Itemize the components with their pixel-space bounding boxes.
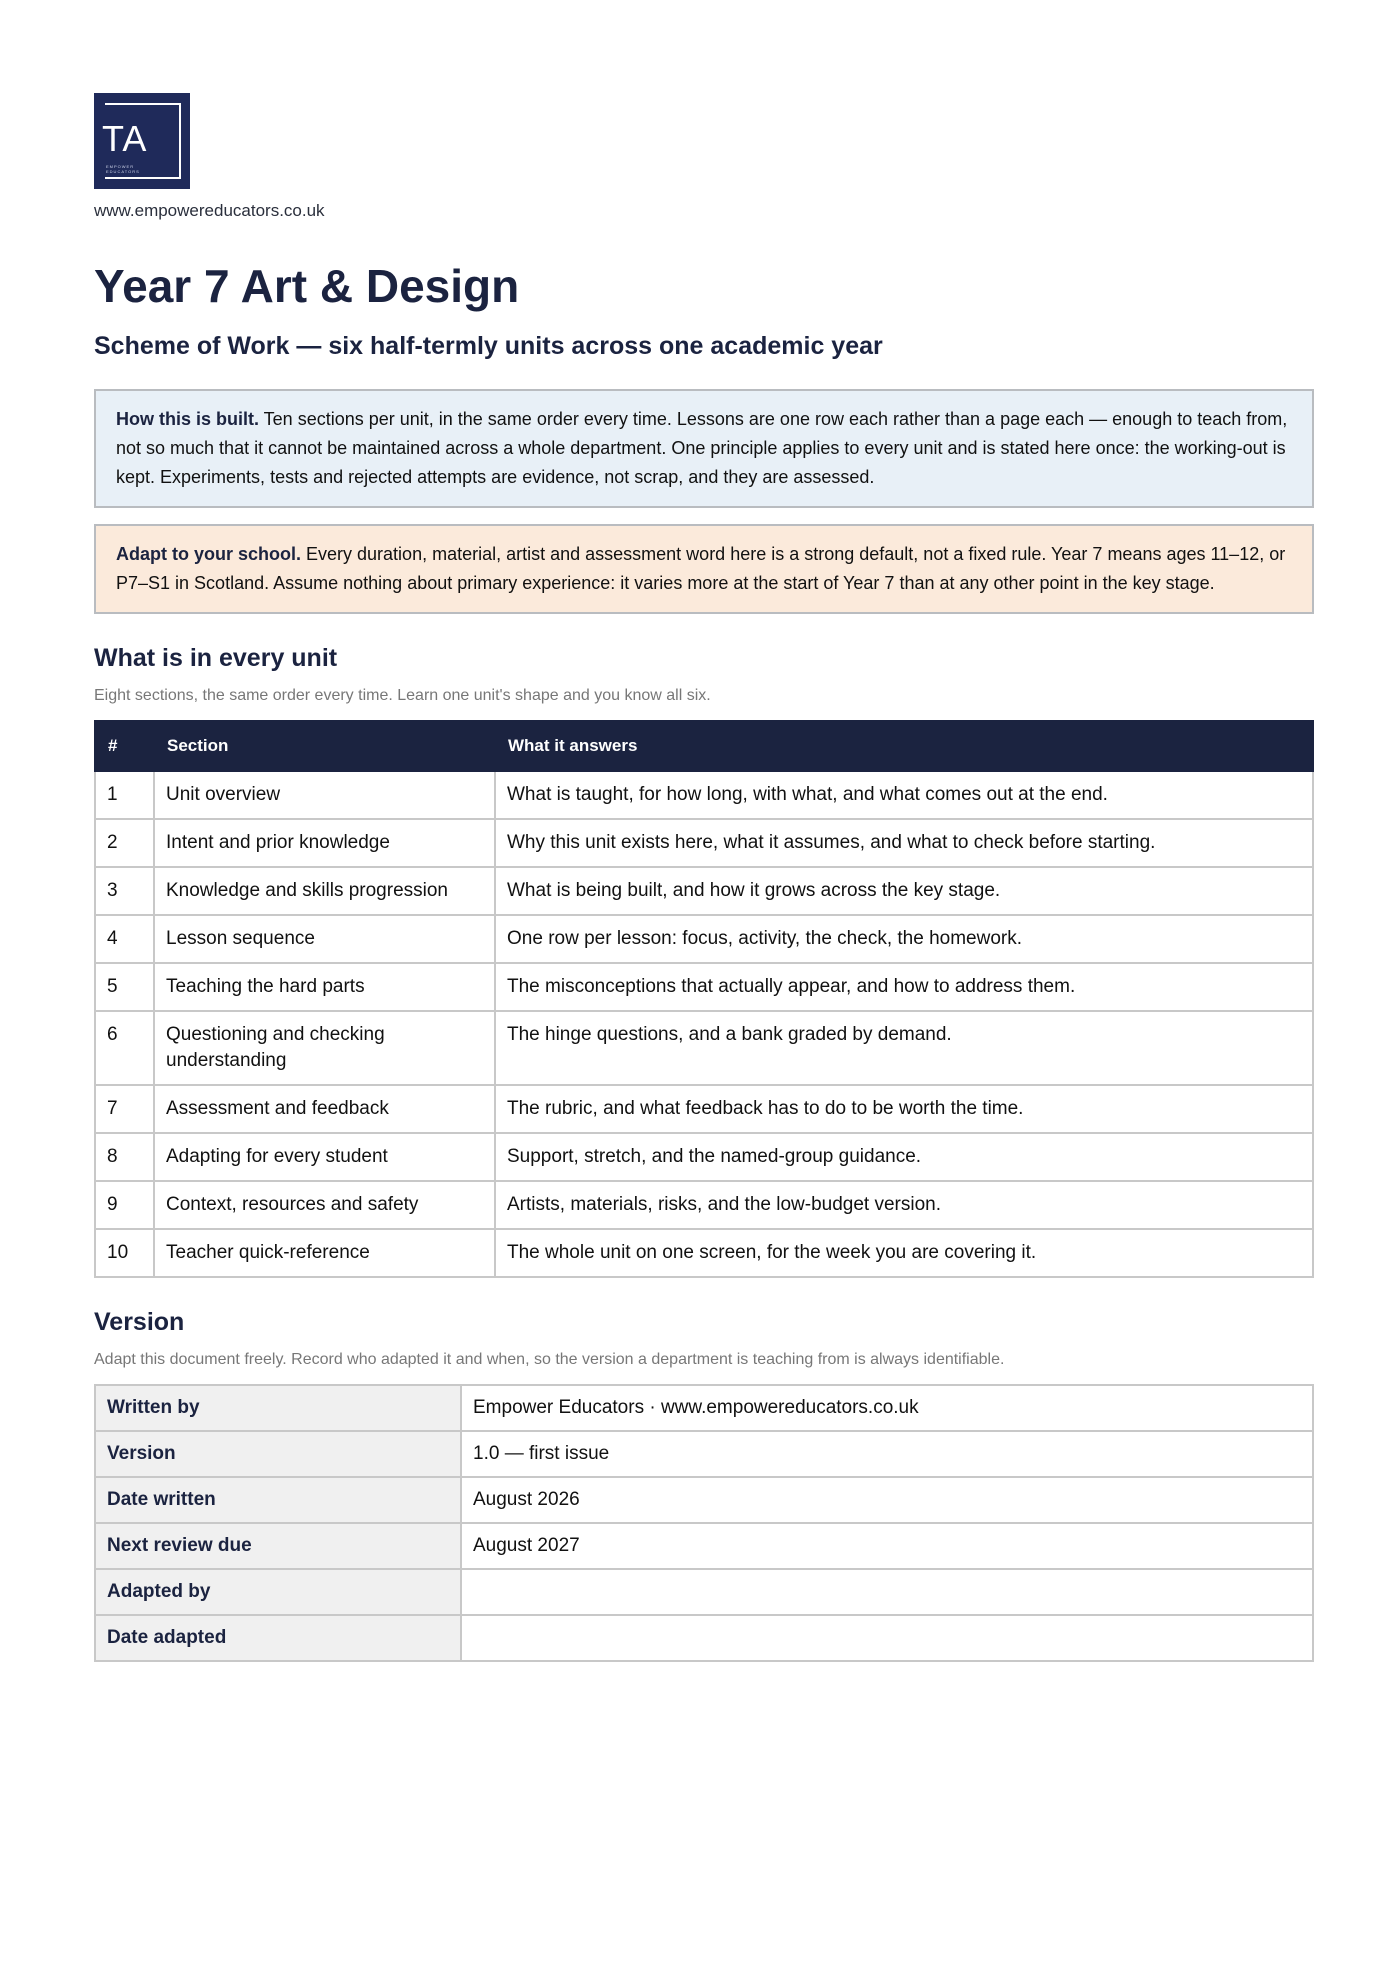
- version-table: [94, 1384, 1314, 1662]
- table-row: [95, 1011, 1313, 1085]
- row-answer: The whole unit on one screen, for the week you are covering it.: [495, 1229, 1313, 1277]
- table-row: [95, 819, 1313, 867]
- version-value: August 2026: [461, 1477, 1313, 1523]
- table-header-row: [95, 721, 1313, 771]
- version-heading: Version: [94, 1307, 185, 1336]
- row-section: Unit overview: [154, 771, 495, 819]
- row-section: Context, resources and safety: [154, 1181, 495, 1229]
- logo-tagline: EMPOWER EDUCATORS: [106, 164, 140, 174]
- page-title: Year 7 Art & Design: [94, 260, 520, 312]
- version-note: Adapt this document freely. Record who adapted it and when, so the version a department is teaching from is always identifiable.: [94, 1350, 1005, 1368]
- column-header-number: #: [95, 721, 154, 771]
- version-value: 1.0 — first issue: [461, 1431, 1313, 1477]
- logo-letters: TA: [102, 118, 148, 159]
- row-number: 1: [95, 771, 154, 819]
- table-row: [95, 915, 1313, 963]
- row-number: 4: [95, 915, 154, 963]
- row-answer: The misconceptions that actually appear, and how to address them.: [495, 963, 1313, 1011]
- empower-educators-logo: [94, 93, 190, 189]
- row-number: 9: [95, 1181, 154, 1229]
- version-value: August 2027: [461, 1523, 1313, 1569]
- table-row: [95, 1181, 1313, 1229]
- version-key: Adapted by: [95, 1569, 461, 1615]
- row-number: 10: [95, 1229, 154, 1277]
- site-url: www.empowereducators.co.uk: [94, 201, 325, 220]
- row-section: Teaching the hard parts: [154, 963, 495, 1011]
- version-key: Date adapted: [95, 1615, 461, 1661]
- table-row: [95, 1569, 1313, 1615]
- row-section: Teacher quick-reference: [154, 1229, 495, 1277]
- units-heading: What is in every unit: [94, 643, 338, 672]
- row-answer: What is taught, for how long, with what, and what comes out at the end.: [495, 771, 1313, 819]
- table-row: [95, 963, 1313, 1011]
- row-number: 2: [95, 819, 154, 867]
- column-header-answers: What it answers: [495, 721, 1313, 771]
- table-row: [95, 1615, 1313, 1661]
- table-row: [95, 1229, 1313, 1277]
- adapted-by-field[interactable]: [461, 1569, 1313, 1615]
- version-key: Version: [95, 1431, 461, 1477]
- row-section: Intent and prior knowledge: [154, 819, 495, 867]
- row-section: Questioning and checking understanding: [154, 1011, 495, 1085]
- callout-text: Ten sections per unit, in the same order every time. Lessons are one row each rather than a page each — enough to teach from, not so much that it cannot be maintained across a whole department. One principle applies to every unit and is stated here once: the working-out is kept. Experiments, tests and rejected attempts are evidence, not scrap, and they are assessed.: [116, 408, 1288, 487]
- table-row: [95, 867, 1313, 915]
- row-number: 3: [95, 867, 154, 915]
- version-key: Written by: [95, 1385, 461, 1431]
- callout-text: Every duration, material, artist and assessment word here is a strong default, not a fixed rule. Year 7 means ages 11–12, or P7–S1 in Scotland. Assume nothing about primary experience: it varies more at the start of Year 7 than at any other point in the key stage.: [116, 543, 1286, 593]
- row-section: Lesson sequence: [154, 915, 495, 963]
- table-row: [95, 1431, 1313, 1477]
- row-answer: Support, stretch, and the named-group guidance.: [495, 1133, 1313, 1181]
- row-number: 8: [95, 1133, 154, 1181]
- document-page: [94, 93, 1314, 1662]
- row-answer: The rubric, and what feedback has to do to be worth the time.: [495, 1085, 1313, 1133]
- row-answer: Artists, materials, risks, and the low-budget version.: [495, 1181, 1313, 1229]
- row-answer: One row per lesson: focus, activity, the check, the homework.: [495, 915, 1313, 963]
- row-answer: Why this unit exists here, what it assumes, and what to check before starting.: [495, 819, 1313, 867]
- units-note: Eight sections, the same order every time. Learn one unit's shape and you know all six.: [94, 686, 711, 704]
- row-number: 5: [95, 963, 154, 1011]
- table-row: [95, 1477, 1313, 1523]
- how-built-callout: [94, 389, 1314, 508]
- row-number: 7: [95, 1085, 154, 1133]
- row-answer: What is being built, and how it grows across the key stage.: [495, 867, 1313, 915]
- callout-lead: Adapt to your school.: [116, 543, 302, 564]
- row-section: Knowledge and skills progression: [154, 867, 495, 915]
- column-header-section: Section: [154, 721, 495, 771]
- version-value: Empower Educators · www.empowereducators.co.uk: [461, 1385, 1313, 1431]
- row-section: Adapting for every student: [154, 1133, 495, 1181]
- table-row: [95, 1133, 1313, 1181]
- adapt-school-callout: [94, 524, 1314, 614]
- row-section: Assessment and feedback: [154, 1085, 495, 1133]
- version-key: Next review due: [95, 1523, 461, 1569]
- unit-sections-table: [94, 720, 1314, 1278]
- callout-lead: How this is built.: [116, 408, 259, 429]
- table-row: [95, 1523, 1313, 1569]
- table-row: [95, 1385, 1313, 1431]
- page-subtitle: Scheme of Work — six half-termly units across one academic year: [94, 331, 883, 360]
- table-row: [95, 1085, 1313, 1133]
- version-key: Date written: [95, 1477, 461, 1523]
- row-answer: The hinge questions, and a bank graded by demand.: [495, 1011, 1313, 1085]
- table-row: [95, 771, 1313, 819]
- row-number: 6: [95, 1011, 154, 1085]
- date-adapted-field[interactable]: [461, 1615, 1313, 1661]
